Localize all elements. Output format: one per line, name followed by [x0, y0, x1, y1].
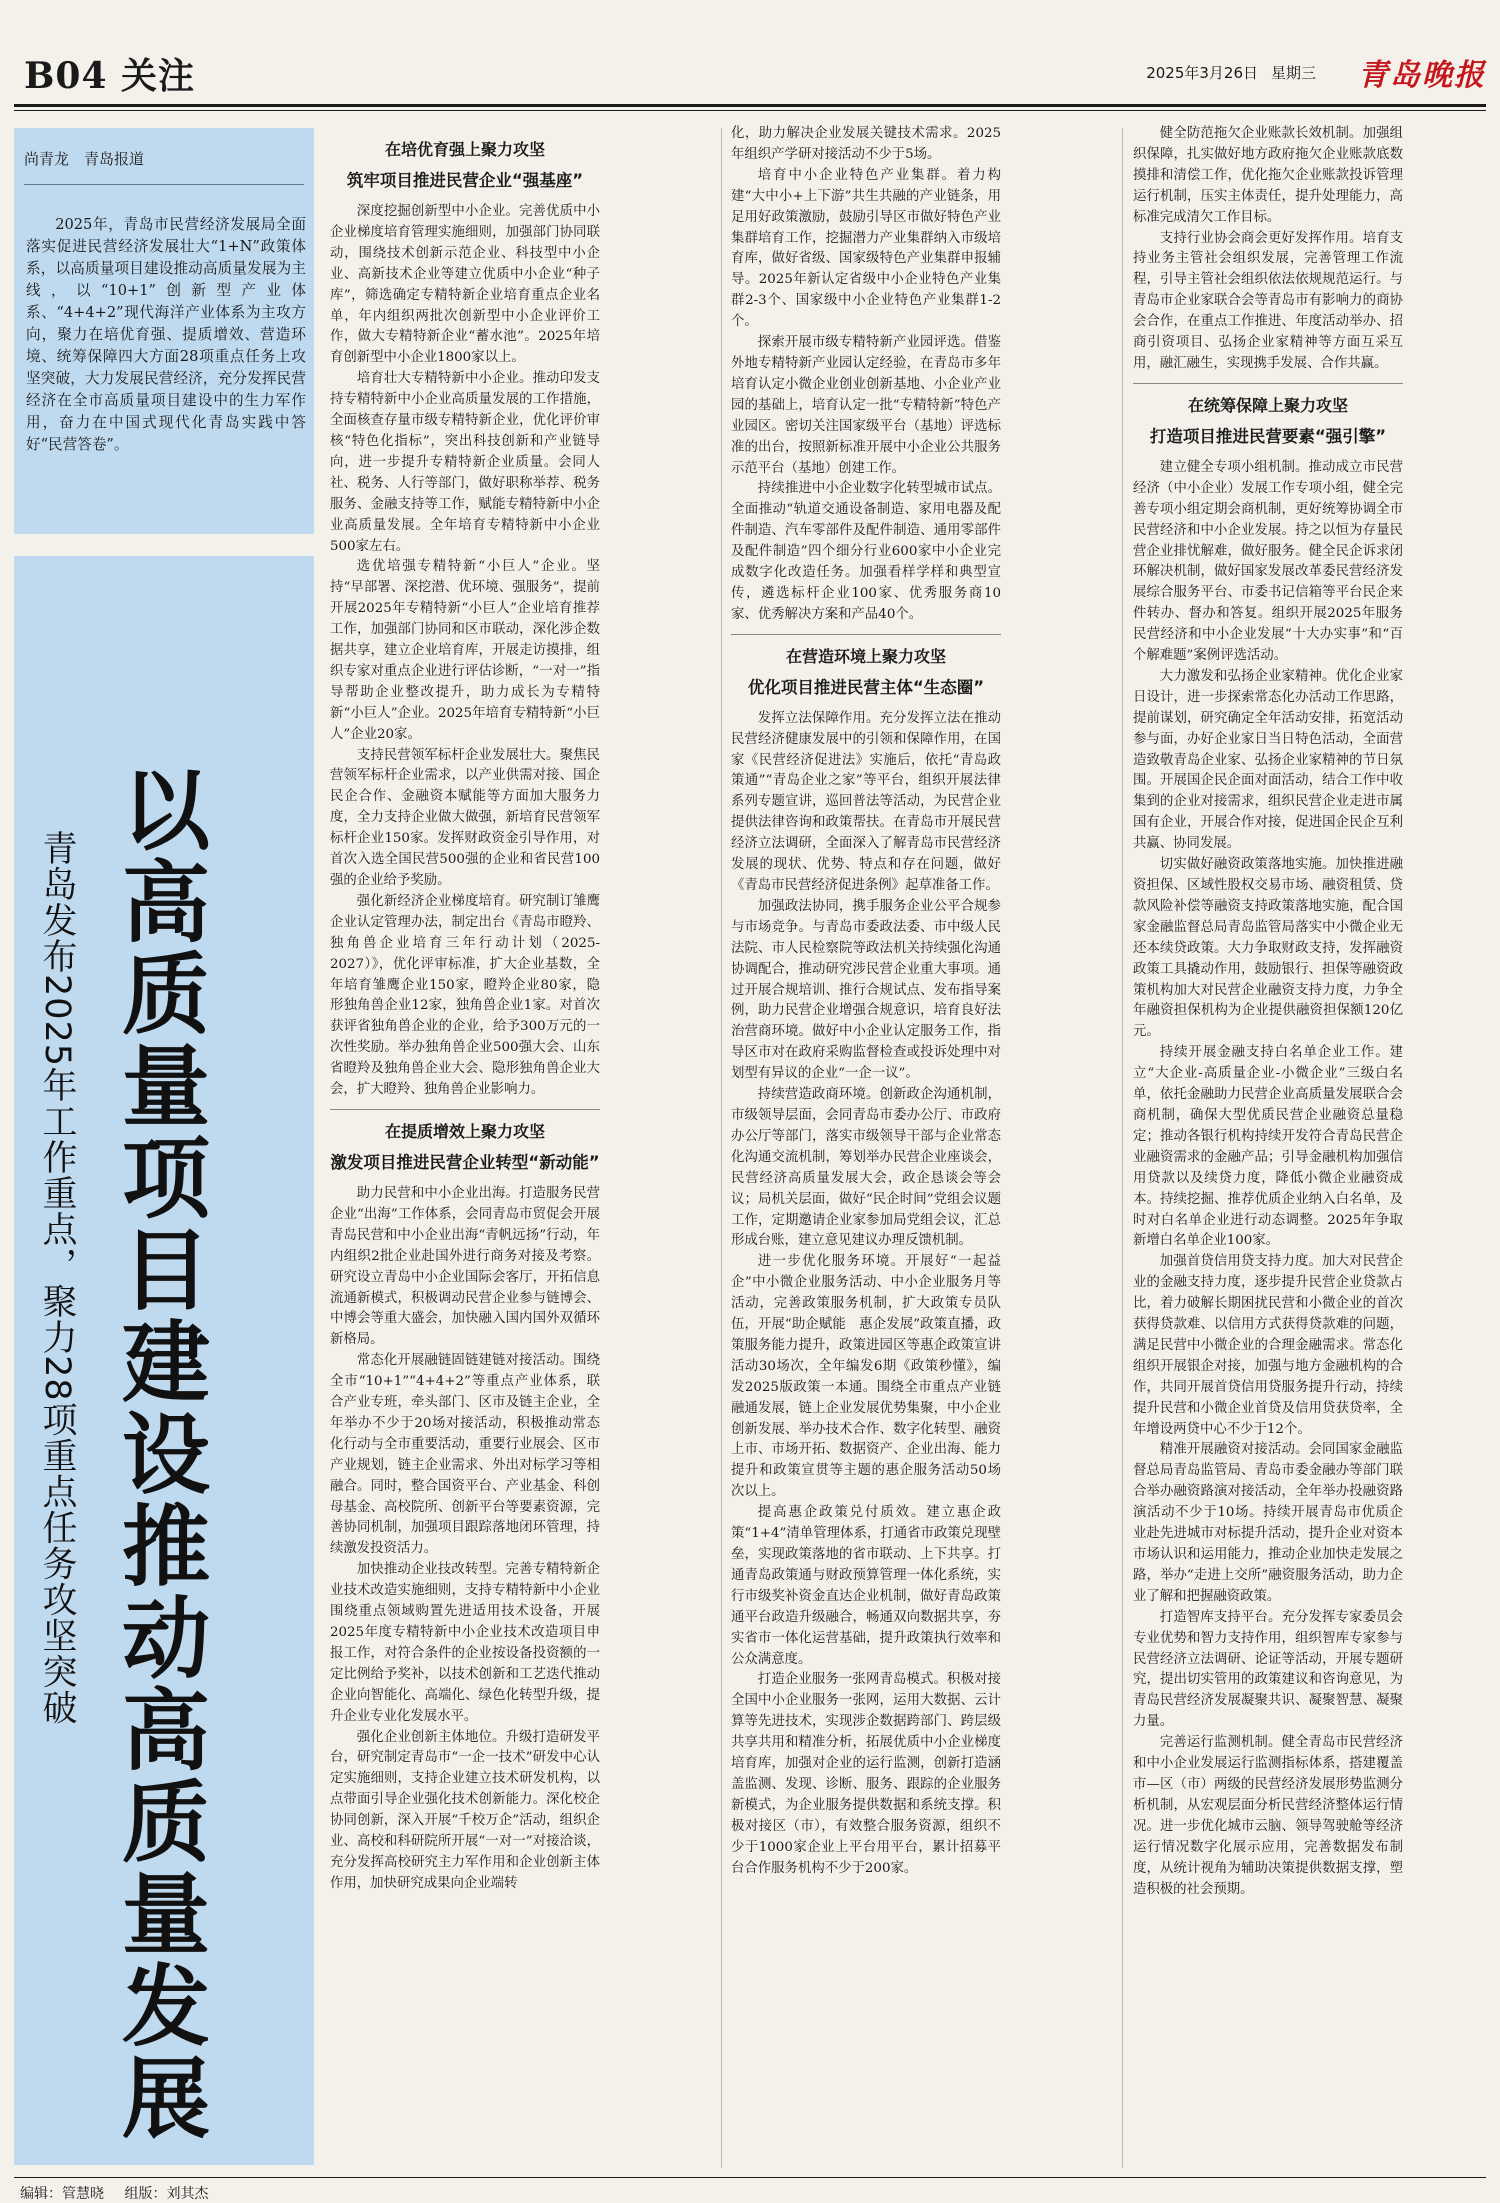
page-code: B04 关注 [24, 55, 196, 97]
section-subtitle: 激发项目推进民营企业转型“新动能” [330, 1152, 600, 1172]
section-heading [1133, 390, 1403, 452]
section-subtitle: 打造项目推进民营要素“强引擎” [1149, 426, 1387, 446]
headline-box [14, 556, 314, 2165]
paragraph: 提高惠企政策兑付质效。建立惠企政策“1+4”清单管理体系，打通省市政策兑现壁垒，实现政策落地的省市联动、上下共享。打通青岛政策通与财政预算管理一体化系统，实行市级奖补资金直达企业机制，做好青岛政策通平台政造升级融合，畅通双向数据共享，夯实省市一体化运营基础，提升政策执行效率和公众满意度。 [731, 1505, 1001, 1667]
section-title: 在统筹保障上聚力攻坚 [1187, 395, 1348, 415]
paragraph: 常态化开展融链固链建链对接活动。围绕全市“10+1”“4+4+2”等重点产业体系，联合产业专班，牵头部门、区市及链主企业，全年举办不少于20场对接活动，积极推动常态化行动与全市重要活动，重要行业展会、区市产业规划，链主企业需求、外出对标学习等相融合。同时，整合国资平台、产业基金、科创母基金、高校院所、创新平台等要素资源，完善协同机制，加强项目跟踪落地闭环管理，持续激发投资活力。 [330, 1353, 600, 1557]
page-header [14, 36, 1486, 98]
lead-divider [24, 184, 304, 185]
paragraph: 化，助力解决企业发展关键技术需求。2025年组织产学研对接活动不少于5场。 [731, 126, 1001, 162]
paragraph: 助力民营和中小企业出海。打造服务民营企业“出海”工作体系，会同青岛市贸促会开展青岛民营和中小企业出海“青帆远扬”行动，年内组织2批企业赴国外进行商务对接及考察。研究设立青岛中小企业国际会客厅，开拓信息流通新模式，积极调动民营企业参与链博会、中博会等重大盛会，加快融入国内国外双循环新格局。 [330, 1185, 600, 1348]
paragraph: 培育中小企业特色产业集群。着力构建“大中小+上下游”共生共融的产业链条，用足用好政策激励，鼓励引导区市做好特色产业集群培育工作，挖掘潜力产业集群纳入市级培育库，做好省级、国家级特色产业集群申报辅导。2025年新认定省级中小企业特色产业集群2-3个、国家级中小企业特色产业集群1-2个。 [731, 167, 1001, 330]
section-heading [731, 641, 1001, 703]
paragraph: 大力激发和弘扬企业家精神。优化企业家日设计，进一步探索常态化办活动工作思路，提前谋划，研究确定全年活动安排，拓宽活动参与面，办好企业家日当日特色活动，全面营造致敬青岛企业家、弘扬企业家精神的节日氛围。开展国企民企面对面活动，结合工作中收集到的企业对接需求，组织民营企业走进市属国有企业，开展合作对接，促进国企民企互利共赢、协同发展。 [1133, 668, 1403, 852]
section-subtitle: 优化项目推进民营主体“生态圈” [747, 677, 985, 697]
article-column-1 [330, 128, 600, 1895]
paragraph: 切实做好融资政策落地实施。加快推进融资担保、区域性股权交易市场、融资租赁、贷款风险补偿等融资支持政策落地实施，配合国家金融监督总局青岛监管局落实中小微企业无还本续贷政策。大力争取财政支持，发挥融资政策工具撬动作用，鼓励银行、担保等融资政策机构加大对民营企业融资支持力度，力争全年融资担保机构为企业提供融资担保额120亿元。 [1133, 857, 1403, 1040]
paragraph: 持续营造政商环境。创新政企沟通机制，市级领导层面，会同青岛市委办公厅、市政府办公厅等部门，落实市级领导干部与企业常态化沟通交流机制，筹划举办民营企业座谈会，民营经济高质量发展大会，政企恳谈会等会议；局机关层面，做好“民企时间”党组会议题工作，定期邀请企业家参加局党组会议，汇总形成台账，建立意见建议办理反馈机制。 [731, 1087, 1001, 1249]
section-title: 在培优育强上聚力攻坚 [384, 140, 545, 159]
issue-weekday: 星期三 [1270, 64, 1316, 82]
paragraph: 健全防范拖欠企业账款长效机制。加强组织保障，扎实做好地方政府拖欠企业账款底数摸排和清偿工作，优化拖欠企业账款投诉管理运行机制，压实主体责任，提升处理能力，高标准完成清欠工作目标。 [1133, 126, 1403, 225]
section-rule [330, 1109, 600, 1110]
byline: 尚青龙 青岛报道 [24, 150, 145, 168]
header-rule-thin [14, 110, 1486, 111]
section-title: 在营造环境上聚力攻坚 [785, 646, 946, 666]
paragraph: 持续开展金融支持白名单企业工作。建立“大企业-高质量企业-小微企业”三级白名单，依托金融助力民营企业高质量发展联合会商机制，确保大型优质民营企业融资总量稳定；推动各银行机构持续开发符合青岛民营企业融资需求的金融产品；引导金融机构加强信用贷款以及续贷力度，降低小微企业融资成本。持续挖掘、推荐优质企业纳入白名单，及时对白名单企业进行动态调整。2025年争取新增白名单企业100家。 [1133, 1045, 1403, 1249]
paragraph: 加强政法协同，携手服务企业公平合规参与市场竞争。与青岛市委政法委、市中级人民法院、市人民检察院等政法机关持续强化沟通协调配合，推动研究涉民营企业重大事项。通过开展合规培训、推行合规试点、发布指导案例，助力民营企业增强合规意识，培育良好法治营商环境。做好中小企业认定服务工作，指导区市对在政府采购监督检查或投诉处理中对划型有异议的企业“一企一议”。 [731, 898, 1001, 1082]
headline: 以高质量项目建设推动高质量发展 [108, 764, 212, 2144]
paragraph: 加强首贷信用贷支持力度。加大对民营企业的金融支持力度，逐步提升民营企业贷款占比，着力破解长期困扰民营和小微企业的首次获得贷款难、以信用方式获得贷款难的问题，满足民营中小微企业的合理金融需求。常态化组织开展银企对接，加强与地方金融机构的合作，共同开展首贷信用贷服务提升行动，持续提升民营和小微企业首贷及信用贷获贷率，全年增设两贷中心不少于12个。 [1133, 1254, 1403, 1437]
issue-date: 2025年3月26日 [1146, 64, 1258, 82]
column-divider [721, 128, 722, 2168]
section-heading [330, 1116, 600, 1178]
paragraph: 选优培强专精特新“小巨人”企业。坚持“早部署、深挖潜、优环境、强服务”，提前开展2025年专精特新“小巨人”企业培育推荐工作，加强部门协同和区市联动，深化涉企数据共享，建立企业培育库，开展走访摸排，组织专家对重点企业进行评估诊断，“一对一”指导帮助企业整改提升，助力成长为专精特新“小巨人”企业。2025年培育专精特新“小巨人”企业20家。 [330, 559, 600, 742]
section-rule [731, 634, 1001, 635]
paragraph: 强化企业创新主体地位。升级打造研发平台，研究制定青岛市“一企一技术”研发中心认定实施细则，支持企业建立技术研发机构，以点带面引导企业强化技术创新能力。深化校企协同创新，深入开展“千校万企”活动，组织企业、高校和科研院所开展“一对一”对接洽谈，充分发挥高校研究主力军作用和企业创新主体作用，加快研究成果向企业端转 [330, 1729, 600, 1891]
paragraph: 培育壮大专精特新中小企业。推动印发支持专精特新中小企业高质量发展的工作措施，全面核查存量市级专精特新企业，优化评价审核“特色化指标”，突出科技创新和产业链导向，进一步提升专精特新企业质量。会同人社、税务、人行等部门，做好职称举荐、税务服务、金融支持等工作，赋能专精特新中小企业高质量发展。全年培育专精特新中小企业500家左右。 [330, 371, 600, 554]
column-divider [1122, 128, 1123, 2168]
paragraph: 探索开展市级专精特新产业园评选。借鉴外地专精特新产业园认定经验，在青岛市多年培育认定小微企业创业创新基地、小企业产业园的基础上，培育认定一批“专精特新”特色产业园区。密切关注国家级平台（基地）评选标准的出台，按照新标准开展中小企业公共服务示范平台（基地）创建工作。 [731, 335, 1001, 476]
paragraph: 打造智库支持平台。充分发挥专家委员会专业优势和智力支持作用，组织智库专家参与民营经济立法调研、论证等活动，开展专题研究，提出切实管用的政策建议和咨询意见，为青岛民营经济发展凝聚共识、凝聚智慧、凝聚力量。 [1133, 1609, 1403, 1730]
paragraph: 支持行业协会商会更好发挥作用。培育支持业务主管社会组织发展，完善管理工作流程，引导主管社会组织依法依规规范运行。与青岛市企业家联合会等青岛市有影响力的商协会合作，在重点工作推进、年度活动举办、招商引资项目、弘扬企业家精神等方面互采互用，融汇融生，实现携手发展、合作共赢。 [1133, 230, 1403, 371]
paragraph: 深度挖掘创新型中小企业。完善优质中小企业梯度培育管理实施细则，加强部门协同联动，围绕技术创新示范企业、科技型中小企业、高新技术企业等建立优质中小企业“种子库”，筛选确定专精特新企业培育重点企业名单，年内组织两批次创新型中小企业评价工作，做大专精特新企业“蓄水池”。2025年培育创新型中小企业1800家以上。 [330, 204, 600, 366]
section-rule [1133, 383, 1403, 384]
lead-paragraph: 2025年，青岛市民营经济发展局全面落实促进民营经济发展壮大“1+N”政策体系，以高质量项目建设推动高质量发展为主线，以“10+1”创新型产业体系、“4+4+2”现代海洋产业体系为主攻方向，聚力在培优育强、提质增效、营造环境、统筹保障四大方面28项重点任务上攻坚突破，大力发展民营经济，充分发挥民营经济在全市高质量项目建设中的生力军作用，奋力在中国式现代化青岛实践中答好“民营答卷”。 [26, 216, 306, 453]
article-column-3 [1133, 124, 1403, 1900]
paragraph: 加快推动企业技改转型。完善专精特新企业技术改造实施细则，支持专精特新中小企业围绕重点领域购置先进适用技术设备，开展2025年度专精特新中小企业技术改造项目申报工作，对符合条件的企业按设备投资额的一定比例给予奖补，以技术创新和工艺迭代推动企业向智能化、高端化、绿色化转型升级，提升企业专业化发展水平。 [330, 1562, 600, 1724]
paragraph: 精准开展融资对接活动。会同国家金融监督总局青岛监管局、青岛市委金融办等部门联合举办融资路演对接活动，全年举办投融资路演活动不少于10场。持续开展青岛市优质企业赴先进城市对标提升活动，提升企业对资本市场认识和运用能力，推动企业加快走发展之路，举办“走进上交所”融资服务活动，助力企业了解和把握融资政策。 [1133, 1442, 1403, 1604]
paragraph: 完善运行监测机制。健全青岛市民营经济和中小企业发展运行监测指标体系，搭建覆盖市—区（市）两级的民营经济发展形势监测分析机制，从宏观层面分析民营经济整体运行情况。进一步优化城市云脑、领导驾驶舱等经济运行情况数字化展示应用，完善数据发布制度，从统计视角为辅助决策提供数据支撑，塑造积极的社会预期。 [1133, 1735, 1403, 1897]
paragraph: 打造企业服务一张网青岛模式。积极对接全国中小企业服务一张网，运用大数据、云计算等先进技术，实现涉企数据跨部门、跨层级共享共用和精准分析，拓展优质中小企业梯度培育库，加强对企业的运行监测，创新打造涵盖监测、发现、诊断、服务、跟踪的企业服务新模式，为企业服务提供数据和系统支撑。积极对接区（市），有效整合服务资源，组织不少于1000家企业上平台用平台，累计招募平台合作服务机构不少于200家。 [731, 1672, 1001, 1876]
newspaper-logo: 青岛晚报 [1358, 58, 1486, 93]
subheadline: 青岛发布2025年工作重点，聚力28项重点任务攻坚突破 [37, 830, 77, 1726]
paragraph: 发挥立法保障作用。充分发挥立法在推动民营经济健康发展中的引领和保障作用，在国家《民营经济促进法》实施后，依托“青岛政策通”“青岛企业之家”等平台，组织开展法律系列专题宣讲，巡回普法等活动，为民营企业提供法律咨询和政策帮扶。在青岛市开展民营经济立法调研，全面深入了解青岛市民营经济发展的现状、优势、特点和存在问题，做好《青岛市民营经济促进条例》起草准备工作。 [731, 710, 1001, 893]
section-subtitle: 筑牢项目推进民营企业“强基座” [346, 171, 584, 190]
footer-rule [14, 2177, 1486, 2178]
article-column-2 [731, 124, 1001, 1880]
editor-credit: 编辑：管慧晓 [20, 2186, 104, 2202]
header-rule [14, 104, 1486, 107]
section-title: 在提质增效上聚力攻坚 [384, 1121, 545, 1141]
section-heading [330, 134, 600, 196]
layout-credit: 组版：刘其杰 [124, 2186, 209, 2202]
paragraph: 进一步优化服务环境。开展好“一起益企”中小微企业服务活动、中小企业服务月等活动，完善政策服务机制，扩大政策专员队伍，开展“助企赋能 惠企发展”政策直播，政策服务能力提升，政策进园区等惠企政策宣讲活动30场次，全年编发6期《政策秒懂》，编发2025版政策一本通。围绕全市重点产业链融通发展，链上企业发展优势集聚，中小企业创新发展、举办技术合作、数字化转型、融资上市、市场开拓、数据资产、企业出海、能力提升和政策宣贯等主题的惠企服务活动50场次以上。 [731, 1254, 1001, 1500]
page-footer [20, 2183, 224, 2203]
lead-box [14, 128, 314, 534]
paragraph: 持续推进中小企业数字化转型城市试点。全面推动“轨道交通设备制造、家用电器及配件制造、汽车零部件及配件制造、通用零部件及配件制造”四个细分行业600家中小企业完成数字化改造任务。加强看样学样和典型宣传，遴选标杆企业100家、优秀服务商10家、优秀解决方案和产品40个。 [731, 481, 1001, 622]
paragraph: 强化新经济企业梯度培育。研究制订雏鹰企业认定管理办法，制定出台《青岛市瞪羚、独角兽企业培育三年行动计划（2025-2027）》，优化评审标准，扩大企业基数，全年培育雏鹰企业150家，瞪羚企业80家，隐形独角兽企业12家，独角兽企业1家。对首次获评省独角兽企业的企业，给予300万元的一次性奖励。举办独角兽企业500强大会、山东省瞪羚及独角兽企业大会、隐形独角兽企业大会，扩大瞪羚、独角兽企业影响力。 [330, 893, 600, 1098]
paragraph: 建立健全专项小组机制。推动成立市民营经济（中小企业）发展工作专项小组，健全完善专项小组定期会商机制，更好统筹协调全市民营经济和中小企业发展。持之以恒为存量民营企业排忧解难，做好服务。健全民企诉求闭环解决机制，做好国家发展改革委民营经济发展综合服务平台、市委书记信箱等平台民企来件转办、督办和答复。组织开展2025年服务民营经济和中小企业发展“十大办实事”和“百个解难题”案例评选活动。 [1133, 459, 1403, 664]
paragraph: 支持民营领军标杆企业发展壮大。聚焦民营领军标杆企业需求，以产业供需对接、国企民企合作、金融资本赋能等方面加大服务力度，全力支持企业做大做强，新培育民营领军标杆企业150家。发挥财政资金引导作用，对首次入选全国民营500强的企业和省民营100强的企业给予奖励。 [330, 747, 600, 888]
